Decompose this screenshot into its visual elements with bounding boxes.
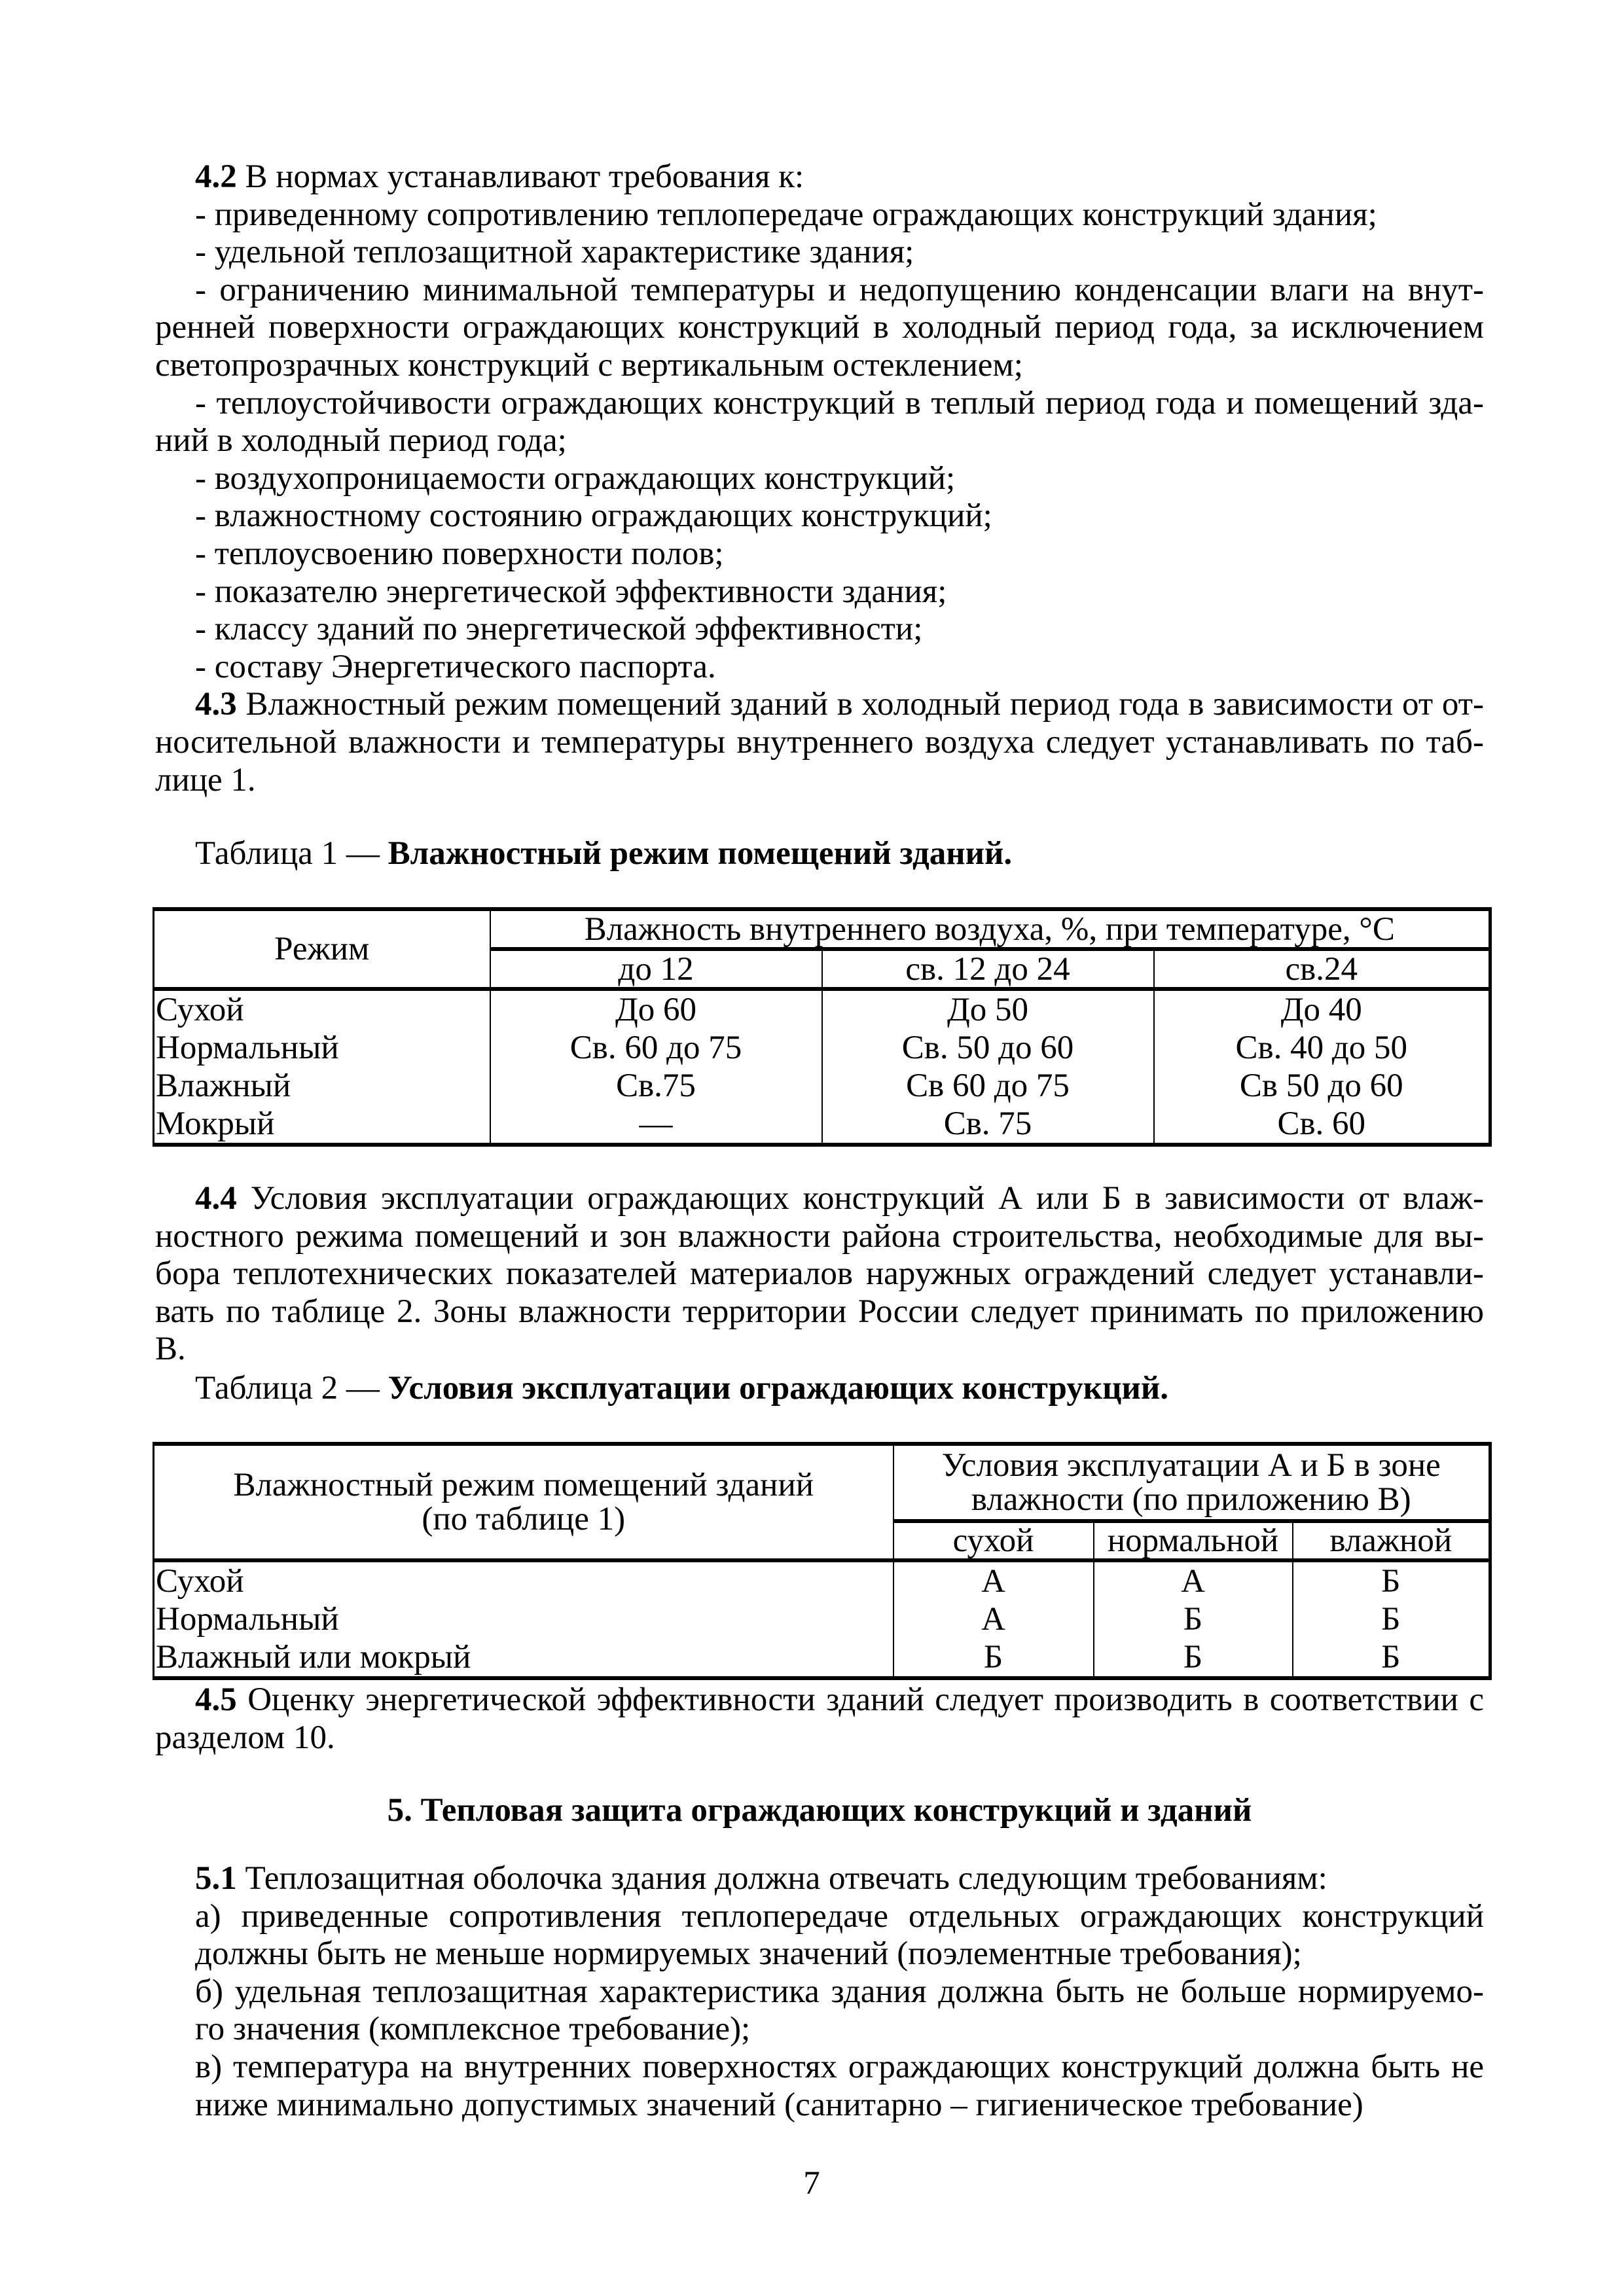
clause-number: 4.2 xyxy=(195,158,237,195)
line-text: в) температура на внутренних поверхностях ограждающих конструкций должна быть не xyxy=(195,2048,1484,2085)
row-label: Мокрый xyxy=(154,1105,490,1145)
table-cell: До 50 xyxy=(822,989,1154,1029)
header-mode: Режим xyxy=(154,909,490,989)
text-line xyxy=(155,1719,1484,1757)
page-number: 7 xyxy=(803,2165,820,2202)
header-mode-line2: (по таблице 1) xyxy=(422,1501,626,1537)
table-cell: Св. 75 xyxy=(822,1105,1154,1145)
text-line xyxy=(155,460,1484,498)
text-line xyxy=(195,1860,1484,1898)
text-line xyxy=(155,1293,1484,1368)
line-text: ниже минимально допустимых значений (санитарно – гигиеническое требование) xyxy=(195,2086,1363,2123)
line-text: - удельной теплозащитной характеристике здания; xyxy=(195,234,914,271)
subheader: св.24 xyxy=(1154,949,1490,989)
table-1 xyxy=(153,907,1492,1147)
row-label: Нормальный xyxy=(154,1600,893,1638)
line-text: ностного режима помещений и зон влажности района строительства, необходимые для вы- xyxy=(155,1217,1484,1255)
table-cell: До 60 xyxy=(490,989,822,1029)
line-text: Оценку энергетической эффективности зданий следует производить в соответствии с xyxy=(236,1681,1484,1718)
table-row xyxy=(154,1600,1490,1638)
table-cell: Б xyxy=(1293,1560,1490,1600)
row-label: Влажный или мокрый xyxy=(154,1638,893,1678)
row-label: Сухой xyxy=(154,1560,893,1600)
table-cell: До 40 xyxy=(1154,989,1490,1029)
section-5-heading: 5. Тепловая защита ограждающих конструкций и зданий xyxy=(387,1792,1252,1829)
line-text: ний в холодный период года; xyxy=(155,422,567,459)
line-text: В нормах устанавливают требования к: xyxy=(236,158,804,195)
table-2-caption xyxy=(155,1370,1484,1408)
text-line xyxy=(155,497,1484,535)
table-row xyxy=(154,989,1490,1029)
table-1-caption xyxy=(155,835,1484,873)
section-4-4 xyxy=(155,1180,1484,1368)
header-conditions-group xyxy=(893,1444,1490,1521)
line-text: бора теплотехнических показателей материалов наружных ограждений следует устанавли- xyxy=(155,1255,1484,1293)
line-text: - влажностному состоянию ограждающих конструкций; xyxy=(195,497,992,535)
table-cell: Св 50 до 60 xyxy=(1154,1067,1490,1105)
line-text: Влажностный режим помещений зданий в холодный период года в зависимости от от- xyxy=(236,686,1484,723)
table-cell: Б xyxy=(1293,1600,1490,1638)
text-line xyxy=(195,2087,1484,2125)
subheader: до 12 xyxy=(490,949,822,989)
text-line xyxy=(155,573,1484,611)
row-label: Влажный xyxy=(154,1067,490,1105)
table-cell: Б xyxy=(1094,1600,1293,1638)
line-text: разделом 10. xyxy=(155,1719,335,1756)
text-line xyxy=(155,158,1484,196)
text-line xyxy=(155,686,1484,724)
header-group-line1: Условия эксплуатации А и Б в зоне xyxy=(941,1447,1441,1484)
text-line xyxy=(155,1218,1484,1256)
text-line xyxy=(195,1973,1484,2011)
table-cell: Б xyxy=(1094,1638,1293,1678)
text-line xyxy=(155,1180,1484,1218)
text-line xyxy=(155,835,1484,873)
text-line xyxy=(155,762,1484,800)
header-mode-line1: Влажностный режим помещений зданий xyxy=(233,1467,814,1503)
text-line xyxy=(155,535,1484,573)
table-cell: А xyxy=(893,1560,1094,1600)
text-line xyxy=(155,196,1484,234)
text-line xyxy=(155,422,1484,460)
line-text: б) удельная теплозащитная характеристика здания должна быть не больше нормируемо- xyxy=(195,1973,1484,2010)
line-text: светопрозрачных конструкций с вертикальным остеклением; xyxy=(155,346,1023,384)
table-cell: Св. 60 xyxy=(1154,1105,1490,1145)
subheader: сухой xyxy=(893,1521,1094,1560)
text-line xyxy=(155,1370,1484,1408)
text-line xyxy=(155,385,1484,423)
table-cell: А xyxy=(1094,1560,1293,1600)
clause-number: 4.3 xyxy=(195,686,237,723)
text-line xyxy=(195,1935,1484,1973)
table-2 xyxy=(153,1442,1492,1680)
line-text: ренней поверхности ограждающих конструкций в холодный период года, за исключением xyxy=(155,309,1484,346)
line-text: а) приведенные сопротивления теплопередаче отдельных ограждающих конструкций xyxy=(195,1897,1484,1935)
table-cell: Св. 40 до 50 xyxy=(1154,1029,1490,1067)
line-text: вать по таблице 2. Зоны влажности территории России следует принимать по приложению В. xyxy=(155,1293,1484,1368)
text-line xyxy=(155,611,1484,649)
caption-title: Влажностный режим помещений зданий. xyxy=(388,835,1013,872)
subheader: нормальной xyxy=(1094,1521,1293,1560)
section-4-5 xyxy=(155,1681,1484,1757)
clause-number: 4.4 xyxy=(195,1180,237,1217)
text-line xyxy=(155,347,1484,385)
line-text: Условия эксплуатации ограждающих конструкций А или Б в зависимости от влаж- xyxy=(236,1180,1484,1217)
line-text: - теплоусвоению поверхности полов; xyxy=(195,535,724,572)
line-text: - составу Энергетического паспорта. xyxy=(195,648,716,685)
table-cell: Св. 60 до 75 xyxy=(490,1029,822,1067)
line-text: - ограничению минимальной температуры и недопущению конденсации влаги на внут- xyxy=(195,271,1484,308)
table-row xyxy=(154,1638,1490,1678)
line-text: - классу зданий по энергетической эффективности; xyxy=(195,611,923,648)
text-line xyxy=(155,1681,1484,1719)
row-label: Сухой xyxy=(154,989,490,1029)
clause-number: 4.5 xyxy=(195,1681,237,1718)
table-cell: Св. 50 до 60 xyxy=(822,1029,1154,1067)
line-text: го значения (комплексное требование); xyxy=(195,2011,751,2048)
subheader: св. 12 до 24 xyxy=(822,949,1154,989)
table-row xyxy=(154,1067,1490,1105)
text-line xyxy=(155,309,1484,347)
row-label: Нормальный xyxy=(154,1029,490,1067)
table-cell: А xyxy=(893,1600,1094,1638)
text-line xyxy=(155,272,1484,310)
text-line xyxy=(155,234,1484,272)
text-line xyxy=(155,649,1484,687)
table-cell: — xyxy=(490,1105,822,1145)
line-text: - теплоустойчивости ограждающих конструкций в теплый период года и помещений зда- xyxy=(195,384,1484,422)
table-cell: Св 60 до 75 xyxy=(822,1067,1154,1105)
line-text: лице 1. xyxy=(155,761,256,798)
clause-number: 5.1 xyxy=(195,1860,237,1897)
line-text: должны быть не меньше нормируемых значений (поэлементные требования); xyxy=(195,1935,1302,1973)
table-row xyxy=(154,1105,1490,1145)
table-cell: Св.75 xyxy=(490,1067,822,1105)
header-humidity-group: Влажность внутреннего воздуха, %, при температуре, °С xyxy=(490,909,1490,949)
line-text: - приведенному сопротивлению теплопередаче ограждающих конструкций здания; xyxy=(195,196,1377,233)
table-row xyxy=(154,1029,1490,1067)
header-mode xyxy=(154,1444,893,1560)
header-group-line2: влажности (по приложению В) xyxy=(971,1481,1411,1518)
line-text: - показателю энергетической эффективности здания; xyxy=(195,573,947,610)
section-5-1 xyxy=(195,1860,1484,2124)
line-text: носительной влажности и температуры внутреннего воздуха следует устанавливать по таб- xyxy=(155,723,1484,761)
section-4-2-4-3 xyxy=(155,158,1484,799)
text-line xyxy=(195,1898,1484,1936)
table-cell: Б xyxy=(893,1638,1094,1678)
text-line xyxy=(155,724,1484,762)
table-row xyxy=(154,1560,1490,1600)
subheader: влажной xyxy=(1293,1521,1490,1560)
text-line xyxy=(195,2011,1484,2049)
caption-title: Условия эксплуатации ограждающих конструкций. xyxy=(388,1370,1169,1407)
line-text: Таблица 2 — xyxy=(195,1370,388,1407)
text-line xyxy=(155,1255,1484,1293)
text-line xyxy=(195,2049,1484,2087)
line-text: - воздухопроницаемости ограждающих конструкций; xyxy=(195,459,956,497)
line-text: Теплозащитная оболочка здания должна отвечать следующим требованиям: xyxy=(236,1860,1327,1897)
line-text: Таблица 1 — xyxy=(195,835,388,872)
table-cell: Б xyxy=(1293,1638,1490,1678)
